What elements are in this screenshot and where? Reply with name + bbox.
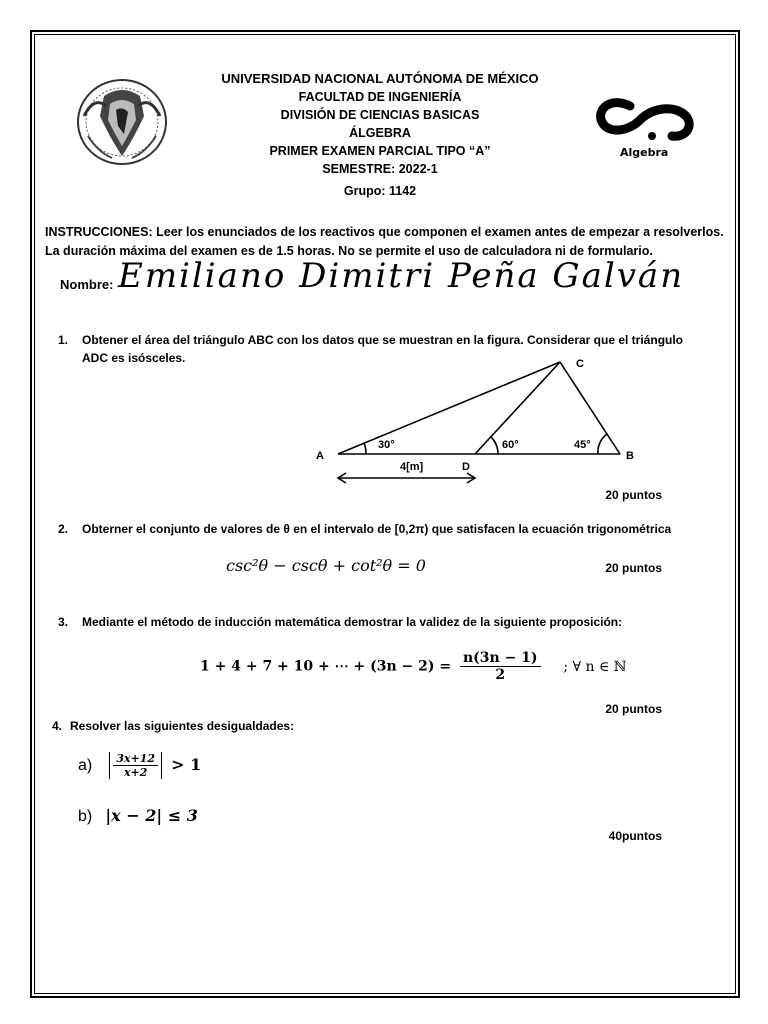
inequality-a (78, 752, 201, 779)
length-ad-label: 4[m] (400, 461, 424, 473)
division-title: DIVISIÓN DE CIENCIAS BASICAS (280, 108, 480, 122)
question-text: Mediante el método de inducción matemática demostrar la validez de la siguiente proposición: (82, 615, 623, 629)
angle-arc-d (491, 437, 498, 454)
algebra-logo-text: Algebra (620, 146, 669, 159)
angle-d-label: 60° (502, 439, 519, 451)
question-3-points: 20 puntos (605, 702, 662, 716)
university-title: UNIVERSIDAD NACIONAL AUTÓNOMA DE MÉXICO (221, 71, 539, 86)
fraction-numerator: 3x+12 (113, 752, 158, 766)
question-number: 4. (52, 719, 63, 733)
question-2-points: 20 puntos (605, 561, 662, 575)
inequality-rhs: > 1 (171, 755, 202, 774)
trig-equation: csc²θ − cscθ + cot²θ = 0 (226, 556, 426, 575)
angle-arc-b (598, 434, 607, 454)
question-number: 1. (58, 333, 69, 347)
item-b-label: b) (78, 808, 93, 825)
instructions-text: INSTRUCCIONES: Leer los enunciados de los reactivos que componen el examen antes de empezar a resolverlos. La duración máxima del examen es de 1.5 horas. No se permite el uso de calculadora ni de formulario. (45, 225, 724, 258)
absolute-value (109, 752, 162, 779)
name-row (60, 256, 720, 312)
student-name-handwritten: Emiliano Dimitri Peña Galván (118, 256, 685, 296)
group-label: Grupo: 1142 (343, 184, 417, 198)
semester-label: SEMESTRE: 2022-1 (322, 162, 438, 176)
side-ac (338, 362, 560, 454)
item-a-label: a) (78, 757, 93, 774)
question-number: 2. (58, 522, 69, 536)
angle-a-label: 30° (378, 439, 395, 451)
algebra-logo (590, 92, 696, 162)
inequality-b (78, 806, 198, 826)
vertex-c-label: C (576, 358, 584, 370)
question-4-points: 40puntos (608, 829, 662, 843)
angle-b-label: 45° (574, 439, 591, 451)
quantifier: ; ∀ n ∈ ℕ (563, 658, 627, 675)
unam-seal-logo (74, 76, 170, 168)
question-text: Obterner el conjunto de valores de θ en el intervalo de [0,2π) que satisfacen la ecuación trigonométrica (82, 522, 672, 536)
induction-equation (200, 650, 627, 683)
vertex-b-label: B (626, 450, 634, 462)
series-fraction (460, 650, 541, 683)
subject-title: ÁLGEBRA (349, 126, 411, 140)
angle-arc-a (364, 443, 366, 454)
vertex-d-label: D (462, 461, 470, 473)
inequality-fraction (113, 752, 158, 779)
fraction-denominator: x+2 (123, 766, 148, 779)
series-lhs: 1 + 4 + 7 + 10 + ⋯ + (3n − 2) = (200, 658, 452, 675)
triangle-figure (310, 354, 650, 488)
exam-header (170, 70, 590, 200)
question-1-points: 20 puntos (605, 488, 662, 502)
name-label: Nombre: (60, 277, 114, 292)
fraction-numerator: n(3n − 1) (460, 650, 541, 667)
inequality-expression: |x − 2| ≤ 3 (105, 806, 198, 825)
vertex-a-label: A (316, 450, 324, 462)
question-text: Obtener el área del triángulo ABC con los datos que se muestran en la figura. Considerar que el triángulo ADC es isósceles. (82, 333, 684, 365)
question-text: Resolver las siguientes desigualdades: (70, 719, 295, 733)
exam-title: PRIMER EXAMEN PARCIAL TIPO “A” (269, 144, 491, 158)
question-number: 3. (58, 615, 69, 629)
fraction-denominator: 2 (495, 667, 506, 683)
faculty-title: FACULTAD DE INGENIERÍA (298, 90, 462, 104)
